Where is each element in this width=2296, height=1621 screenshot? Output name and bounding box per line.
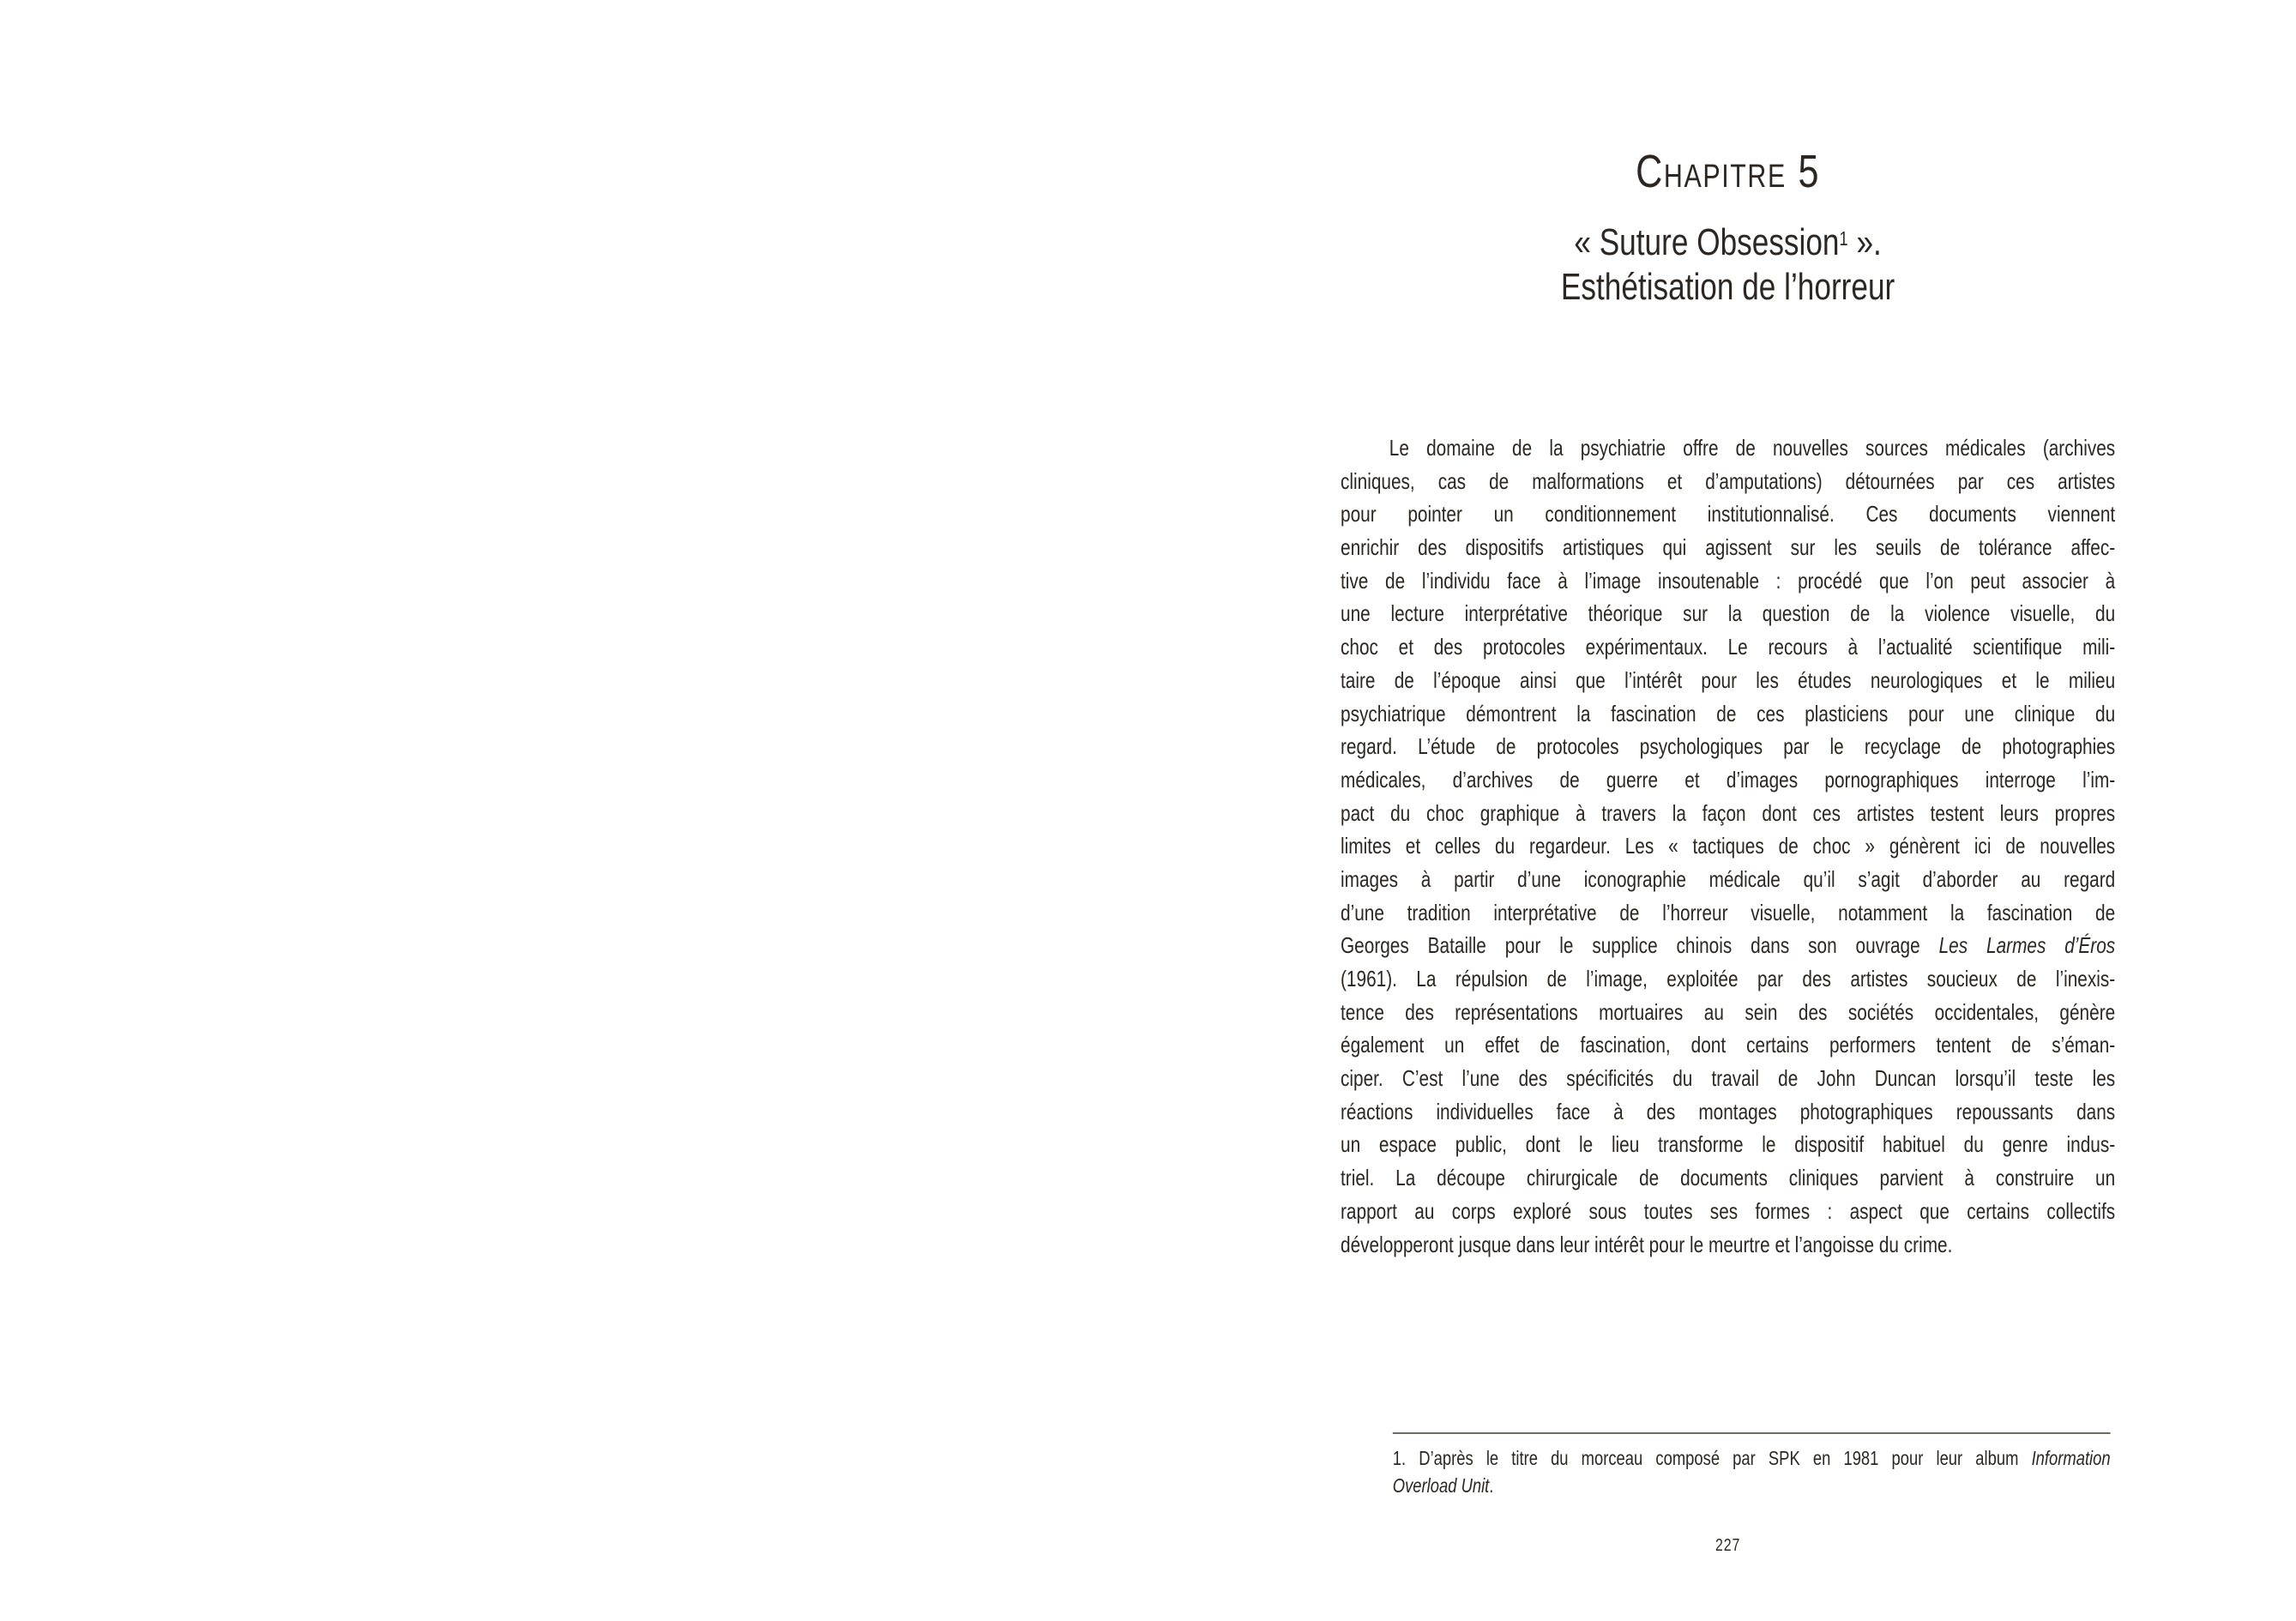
footnote-line: [1393, 1444, 2111, 1472]
body-line: pact du choc graphique à travers la façon dont ces artistes testent leurs propres: [1341, 799, 2116, 826]
body-line: images à partir d’une iconographie médicale qu’il s’agit d’aborder au regard: [1341, 865, 2116, 892]
body-line: une lecture interprétative théorique sur la question de la violence visuelle, du: [1341, 600, 2116, 627]
album-title-italic: Information: [2031, 1447, 2111, 1469]
body-line: Le domaine de la psychiatrie offre de nouvelles sources médicales (archives: [1389, 435, 2116, 461]
body-line: médicales, d’archives de guerre et d’images pornographiques interroge l’im-: [1341, 766, 2116, 792]
body-line-text: Georges Bataille pour le supplice chinois dans son ouvrage: [1341, 932, 1920, 959]
album-title-italic: Overload Unit: [1392, 1474, 1490, 1497]
body-line: également un effet de fascination, dont certains performers tentent de s’éman-: [1341, 1032, 2116, 1058]
body-line: rapport au corps exploré sous toutes ses formes : aspect que certains collectifs: [1341, 1197, 2116, 1224]
footnote-text: 1. D’après le titre du morceau composé par SPK en 1981 pour leur album: [1392, 1447, 2019, 1469]
page-content: [1341, 0, 2115, 1621]
footnote-reference-superscript: 1: [1839, 226, 1848, 250]
body-line: un espace public, dont le lieu transforme le dispositif habituel du genre indus-: [1341, 1131, 2116, 1158]
body-line: réactions individuelles face à des montages photographiques repoussants dans: [1341, 1098, 2116, 1124]
body-line: d’une tradition interprétative de l’horreur visuelle, notamment la fascination de: [1341, 899, 2116, 925]
chapter-subtitle-line1: [1341, 221, 2115, 267]
body-line: enrichir des dispositifs artistiques qui agissent sur les seuils de tolérance affec-: [1341, 534, 2116, 561]
book-title-italic: Les Larmes d’Éros: [1938, 932, 2116, 959]
subtitle-text-open: « Suture Obsession: [1574, 221, 1840, 263]
subtitle-text-close: ».: [1847, 221, 1882, 263]
body-line: développeront jusque dans leur intérêt pour le meurtre et l’angoisse du crime.: [1341, 1231, 1953, 1257]
body-line: regard. L’étude de protocoles psychologiques par le recyclage de photographies: [1341, 733, 2116, 760]
body-line: tive de l’individu face à l’image insoutenable : procédé que l’on peut associer à: [1341, 567, 2116, 594]
footnote-rule: [1393, 1432, 2111, 1434]
footnote: [1393, 1444, 2111, 1499]
body-line: ciper. C’est l’une des spécificités du travail de John Duncan lorsqu’il teste les: [1341, 1065, 2116, 1092]
body-line: tence des représentations mortuaires au sein des sociétés occidentales, génère: [1341, 998, 2116, 1025]
body-line: (1961). La répulsion de l’image, exploitée par des artistes soucieux de l’inexis-: [1341, 966, 2116, 991]
body-line: taire de l’époque ainsi que l’intérêt pour les études neurologiques et le milieu: [1341, 666, 2116, 693]
body-line: [1341, 929, 2115, 962]
page-number: 227: [1715, 1536, 1741, 1555]
body-line: choc et des protocoles expérimentaux. Le recours à l’actualité scientifique mili-: [1341, 634, 2116, 660]
body-line: pour pointer un conditionnement institutionnalisé. Ces documents viennent: [1341, 501, 2116, 527]
body-line: psychiatrique démontrent la fascination de ces plasticiens pour une clinique du: [1341, 700, 2116, 726]
chapter-subtitle-line2: Esthétisation de l’horreur: [1560, 266, 1895, 308]
footnote-line: [1393, 1472, 2111, 1499]
body-line: limites et celles du regardeur. Les « tactiques de choc » génèrent ici de nouvelles: [1341, 833, 2116, 859]
chapter-heading: Chapitre 5: [1636, 146, 1821, 197]
body-text: [1341, 431, 2115, 1261]
footnote-text-end: .: [1489, 1474, 1494, 1497]
body-line: cliniques, cas de malformations et d’amputations) détournées par ces artistes: [1341, 467, 2116, 494]
body-line: triel. La découpe chirurgicale de documents cliniques parvient à construire un: [1341, 1165, 2116, 1191]
